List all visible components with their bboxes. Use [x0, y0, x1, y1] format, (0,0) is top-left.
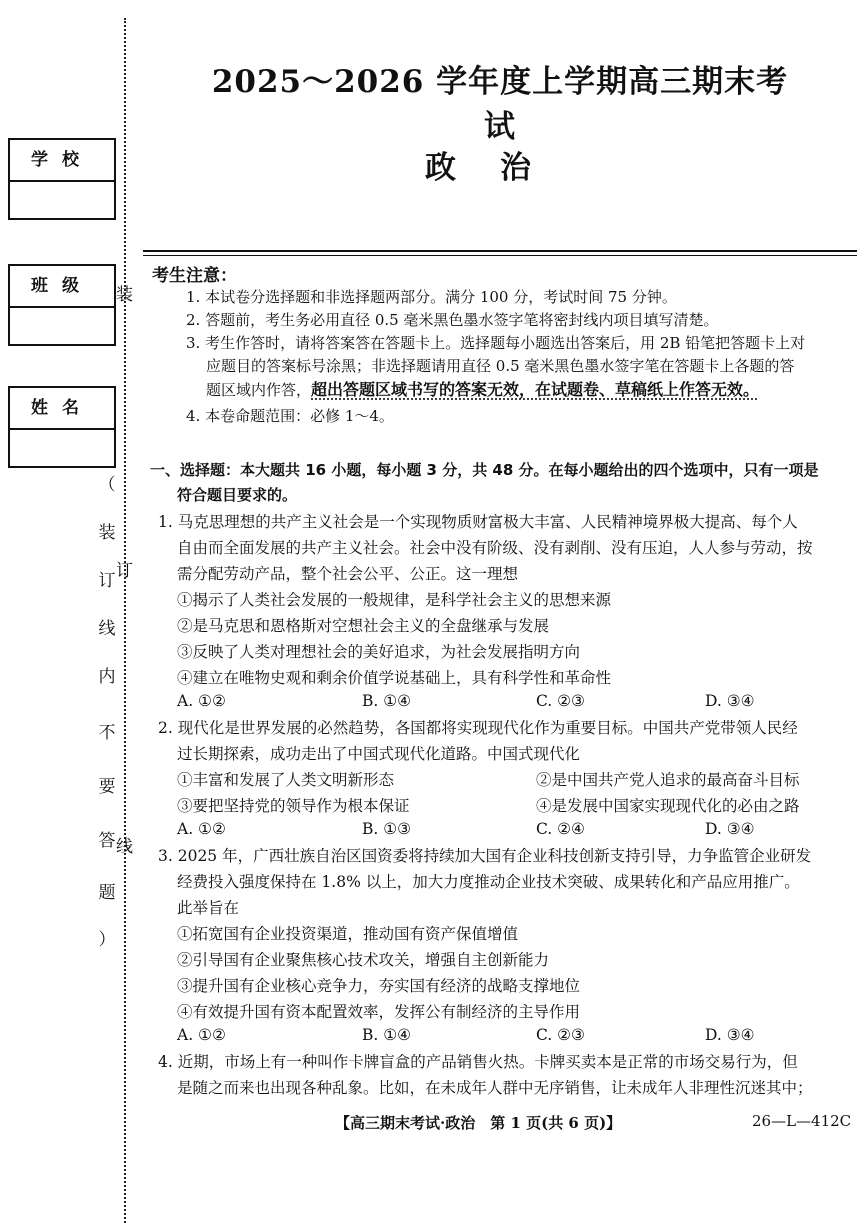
binding-mark-xian: 线 — [116, 837, 133, 857]
header-rule-thick — [143, 250, 857, 252]
section-heading-line-2: 符合题目要求的。 — [177, 486, 298, 504]
name-label: 姓名 — [10, 388, 114, 430]
q1-stem-line-3: 需分配劳动产品，整个社会公平、公正。这一理想 — [177, 565, 519, 583]
notice-vertical-7: 答 — [98, 831, 116, 851]
notice-line-3c-text: 题区域内作答， — [206, 381, 312, 399]
class-input-box[interactable] — [10, 308, 114, 344]
q3-choice-c[interactable]: C. ②③ — [536, 1026, 585, 1044]
notice-line-4: 4. 本卷命题范围：必修 1～4。 — [186, 407, 394, 425]
q1-choice-c[interactable]: C. ②③ — [536, 692, 585, 710]
school-input-box[interactable] — [10, 182, 114, 218]
q1-option-3: ③反映了人类对理想社会的美好追求，为社会发展指明方向 — [177, 643, 581, 661]
name-input-box[interactable] — [10, 430, 114, 466]
q1-option-2: ②是马克思和恩格斯对空想社会主义的全盘继承与发展 — [177, 617, 550, 635]
subject-title: 政治 — [425, 150, 575, 186]
class-field — [8, 264, 116, 346]
q2-choice-d[interactable]: D. ③④ — [705, 820, 755, 838]
q3-option-1: ①拓宽国有企业投资渠道，推动国有资产保值增值 — [177, 925, 519, 943]
exam-code: 26—L—412C — [752, 1112, 852, 1130]
q3-option-3: ③提升国有企业核心竞争力，夯实国有经济的战略支撑地位 — [177, 977, 581, 995]
section-heading-line-1: 一、选择题：本大题共 16 小题，每小题 3 分，共 48 分。在每小题给出的四个选项中，只有一项是 — [150, 461, 819, 479]
notice-line-2: 2. 答题前，考生务必用直径 0.5 毫米黑色墨水签字笔将密封线内项目填写清楚。 — [186, 311, 719, 329]
notice-vertical-5: 不 — [98, 723, 116, 743]
q2-option-4: ④是发展中国家实现现代化的必由之路 — [536, 797, 800, 815]
notice-vertical-1: 装 — [98, 523, 116, 543]
page-footer: 【高三期末考试·政治 第 1 页(共 6 页)】 — [335, 1114, 622, 1132]
binding-mark-ding: 订 — [116, 561, 133, 581]
notice-vertical-8: 题 — [98, 883, 116, 903]
q3-stem-line-2: 经费投入强度保持在 1.8% 以上，加大力度推动企业技术突破、成果转化和产品应用推广。 — [177, 873, 800, 891]
q2-option-1: ①丰富和发展了人类文明新形态 — [177, 771, 395, 789]
q3-choice-b[interactable]: B. ①④ — [362, 1026, 412, 1044]
q3-stem-line-3: 此举旨在 — [177, 899, 240, 917]
header-rule-thin — [143, 255, 857, 256]
name-field — [8, 386, 116, 468]
q1-choice-b[interactable]: B. ①④ — [362, 692, 412, 710]
notice-vertical-9: ） — [98, 930, 116, 950]
binding-dotted-line — [124, 18, 126, 1223]
q1-choice-a[interactable]: A. ①② — [177, 692, 226, 710]
q2-stem-line-1: 2. 现代化是世界发展的必然趋势，各国都将实现现代化作为重要目标。中国共产党带领人民经 — [158, 719, 798, 737]
notice-vertical-2: 订 — [98, 571, 116, 591]
notice-line-3b: 应题目的答案标号涂黑；非选择题请用直径 0.5 毫米黑色墨水签字笔在答题卡上各题的答 — [206, 357, 795, 375]
school-label: 学校 — [10, 140, 114, 182]
notice-line-3: 3. 考生作答时，请将答案答在答题卡上。选择题每小题选出答案后，用 2B 铅笔把答题卡上对 — [186, 334, 806, 352]
notice-vertical-4: 内 — [98, 667, 116, 687]
notice-line-1: 1. 本试卷分选择题和非选择题两部分。满分 100 分，考试时间 75 分钟。 — [186, 288, 677, 306]
notice-heading: 考生注意： — [152, 266, 237, 286]
q3-stem-line-1: 3. 2025 年，广西壮族自治区国资委将持续加大国有企业科技创新支持引导，力争监管企业研发 — [158, 847, 812, 865]
class-label: 班级 — [10, 266, 114, 308]
q1-choice-d[interactable]: D. ③④ — [705, 692, 755, 710]
q2-choice-a[interactable]: A. ①② — [177, 820, 226, 838]
exam-title: 2025～2026 学年度上学期高三期末考试 — [211, 64, 789, 145]
q2-choice-c[interactable]: C. ②④ — [536, 820, 585, 838]
q1-option-1: ①揭示了人类社会发展的一般规律，是科学社会主义的思想来源 — [177, 591, 612, 609]
notice-vertical-6: 要 — [98, 777, 116, 797]
q2-option-3: ③要把坚持党的领导作为根本保证 — [177, 797, 410, 815]
q2-stem-line-2: 过长期探索，成功走出了中国式现代化道路。中国式现代化 — [177, 745, 581, 763]
binding-mark-zhuang: 装 — [116, 285, 133, 305]
q2-option-2: ②是中国共产党人追求的最高奋斗目标 — [536, 771, 800, 789]
q3-option-2: ②引导国有企业聚焦核心技术攻关，增强自主创新能力 — [177, 951, 550, 969]
q1-stem-line-2: 自由而全面发展的共产主义社会。社会中没有阶级、没有剥削、没有压迫，人人参与劳动，按 — [177, 539, 813, 557]
school-field — [8, 138, 116, 220]
q3-choice-a[interactable]: A. ①② — [177, 1026, 226, 1044]
q3-option-4: ④有效提升国有资本配置效率，发挥公有制经济的主导作用 — [177, 1003, 581, 1021]
q2-choice-b[interactable]: B. ①③ — [362, 820, 412, 838]
q1-stem-line-1: 1. 马克思理想的共产主义社会是一个实现物质财富极大丰富、人民精神境界极大提高、每个人 — [158, 513, 798, 531]
notice-line-3c — [206, 379, 856, 401]
q4-stem-line-1: 4. 近期，市场上有一种叫作卡牌盲盒的产品销售火热。卡牌买卖本是正常的市场交易行为，但 — [158, 1053, 798, 1071]
notice-vertical-3: 线 — [98, 619, 116, 639]
notice-emphasis: 超出答题区域书写的答案无效，在试题卷、草稿纸上作答无效。 — [311, 380, 760, 399]
q1-option-4: ④建立在唯物史观和剩余价值学说基础上，具有科学性和革命性 — [177, 669, 612, 687]
q3-choice-d[interactable]: D. ③④ — [705, 1026, 755, 1044]
q4-stem-line-2: 是随之而来也出现各种乱象。比如，在未成年人群中无序销售，让未成年人非理性沉迷其中； — [177, 1079, 813, 1097]
notice-vertical-0: （ — [98, 475, 116, 495]
